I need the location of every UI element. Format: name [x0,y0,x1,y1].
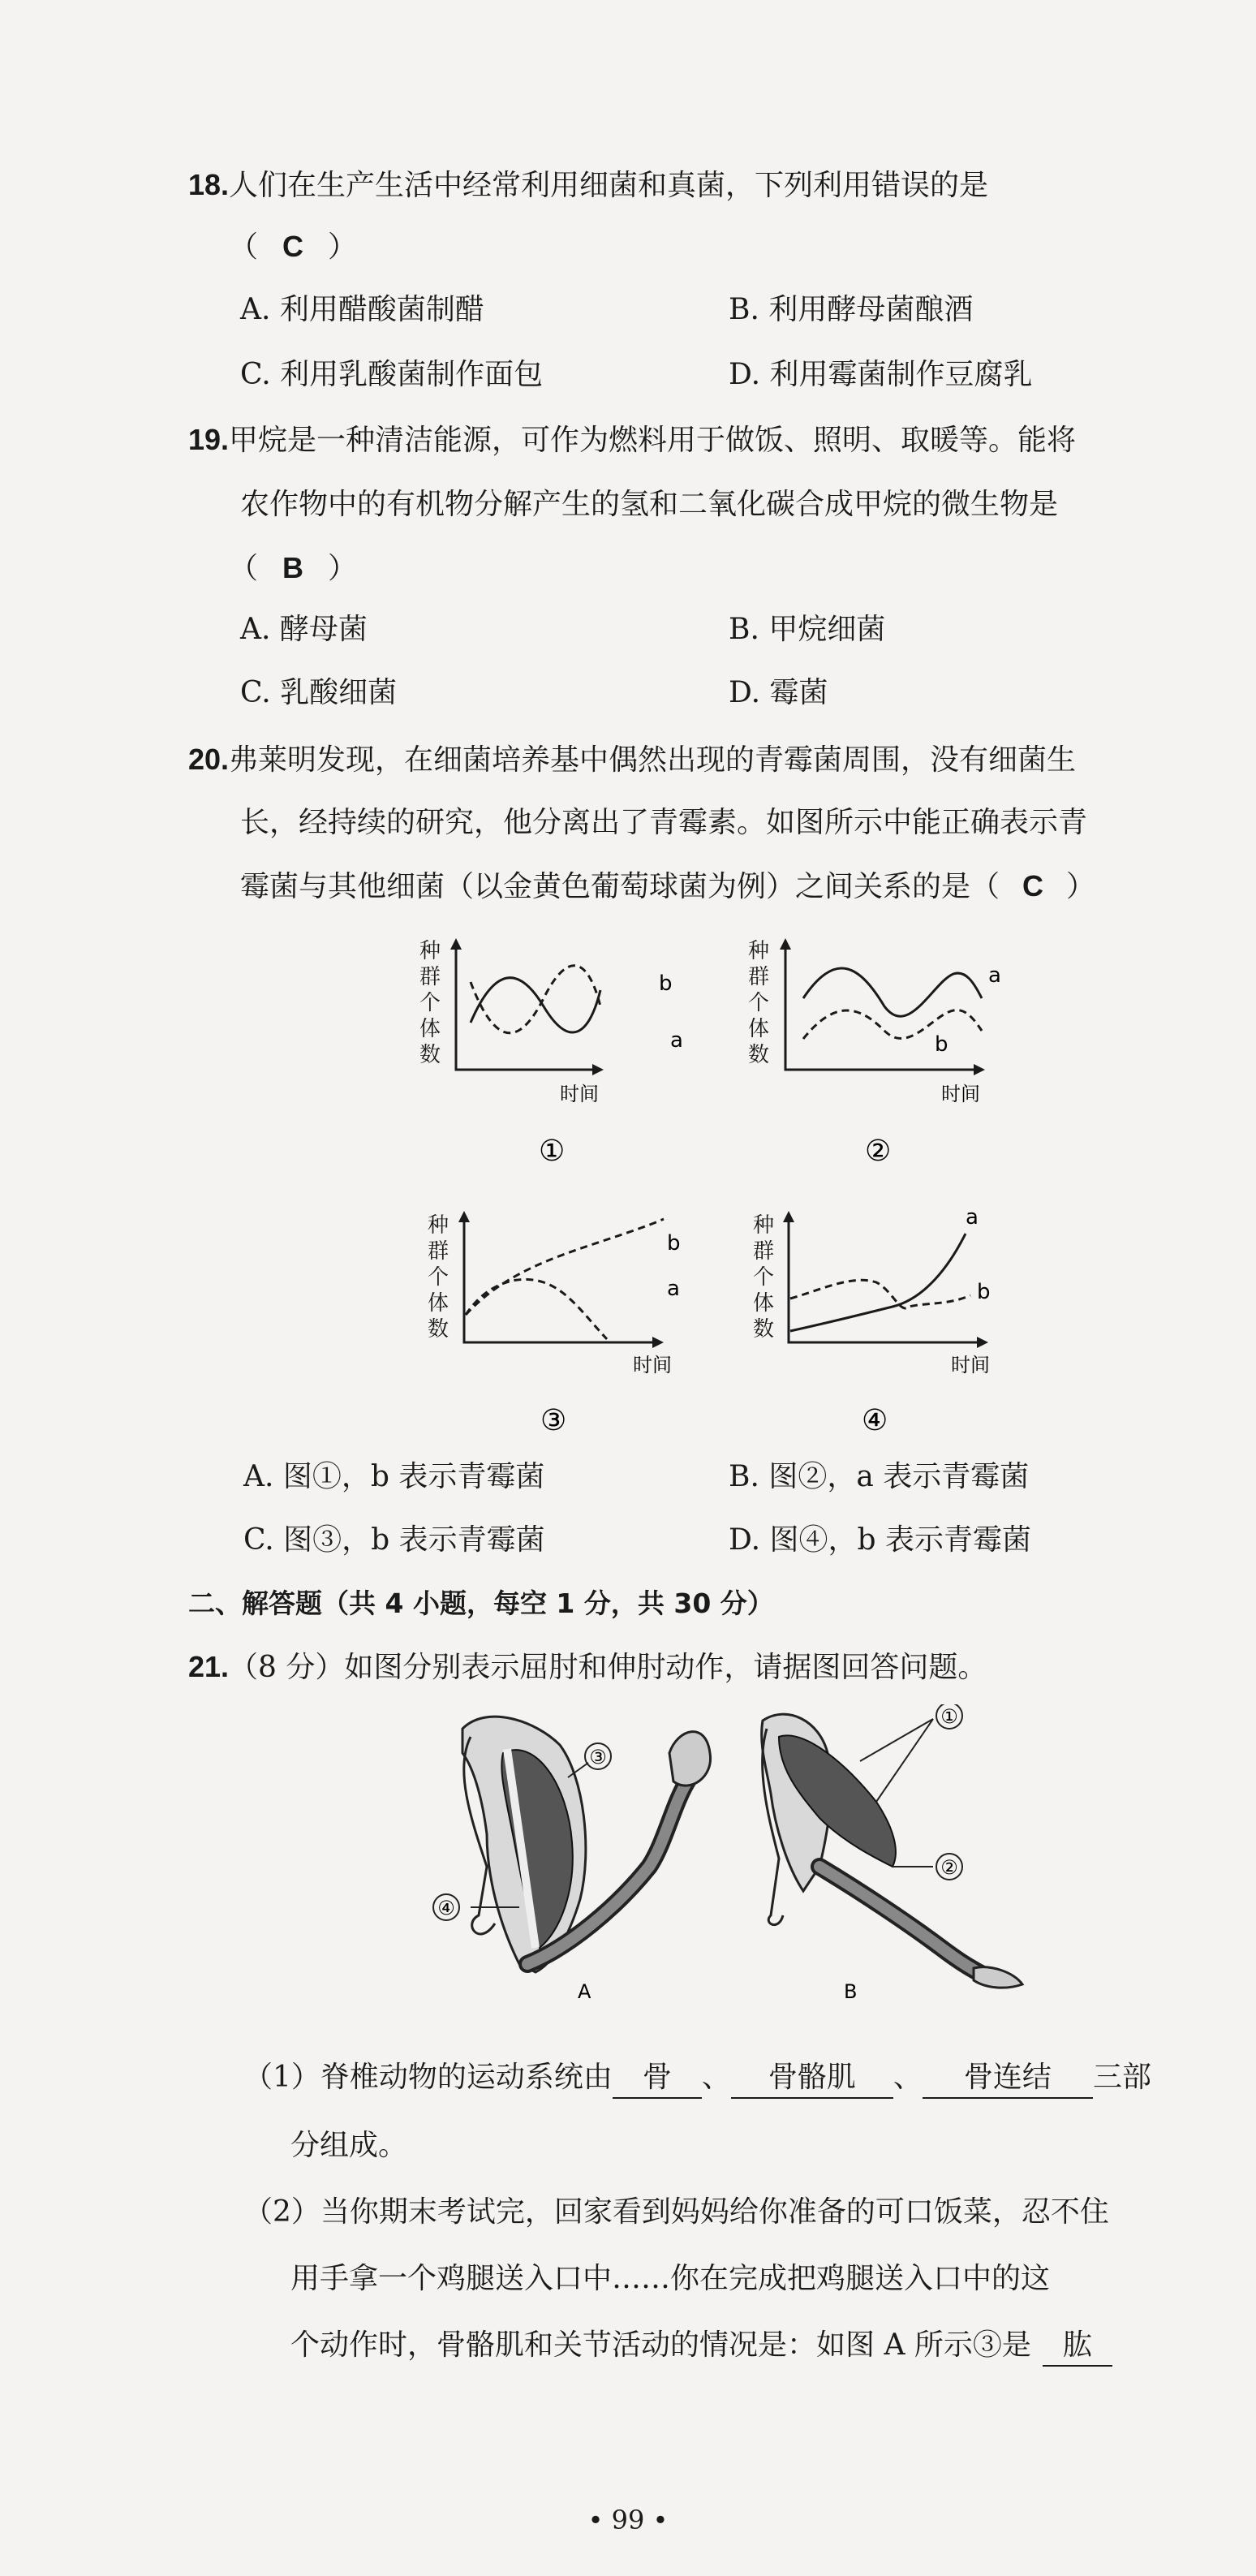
q19-option-a: A. 酵母菌 [240,613,368,646]
x-axis-label: 时间 [560,1083,599,1105]
marker-1: ① [940,1705,958,1728]
y-label-char: 个 [753,1265,775,1290]
x-arrow [977,1337,988,1348]
q18-option-b: B. 利用酵母菌酿酒 [729,293,974,326]
section-note: （共 4 小题，每空 1 分，共 30 分） [322,1587,774,1619]
y-label-char: 个 [748,991,770,1015]
q20-stem-3 [240,867,1095,907]
curve-b [790,1280,970,1308]
separator: 、 [701,2061,731,2094]
section-title: 二、解答题 [188,1587,322,1619]
y-label-char: 种 [753,1213,775,1238]
y-label-char: 体 [748,1017,770,1041]
graph-4 [753,1205,991,1437]
q20-number: 20. [188,743,230,776]
q20-text-3: 霉菌与其他细菌（以金黄色葡萄球菌为例）之间关系的是（ [240,870,1000,903]
series-b-label: b [977,1280,991,1304]
q19-option-c: C. 乳酸细菌 [240,676,398,709]
series-b-label: b [935,1032,948,1057]
y-axis-label [748,939,769,1067]
y-axis-label [419,939,441,1067]
q21-sub2-line2: 用手拿一个鸡腿送入口中……你在完成把鸡腿送入口中的这 [290,2262,1051,2295]
y-axis-label [428,1213,449,1342]
y-label-char: 群 [419,965,441,989]
q18-option-a: A. 利用醋酸菌制醋 [240,293,484,326]
q19-text-1: 甲烷是一种清洁能源，可作为燃料用于做饭、照明、取暖等。能将 [229,424,1077,457]
graph-1 [419,938,683,1168]
x-axis-label: 时间 [633,1354,672,1376]
x-axis-label: 时间 [951,1354,990,1376]
graph-label-2: ② [865,1135,892,1168]
q20-option-a: A. 图①，b 表示青霉菌 [243,1460,545,1493]
q21-text: （8 分）如图分别表示屈肘和伸肘动作，请据图回答问题。 [229,1651,987,1684]
y-label-char: 体 [753,1291,775,1316]
curve-b [471,966,600,1033]
q18-stem [188,166,988,205]
q19-number: 19. [188,423,230,456]
q21-sub2-line1: （2）当你期末考试完，回家看到妈妈给你准备的可口饭菜，忍不住 [243,2195,1109,2229]
curve-b [466,1219,664,1315]
separator: 、 [893,2061,923,2094]
series-a-label: a [966,1205,979,1230]
y-arrow [783,1211,794,1222]
q20-text-1: 弗莱明发现，在细菌培养基中偶然出现的青霉菌周围，没有细菌生 [229,743,1077,777]
graph-label-1: ① [539,1135,566,1168]
y-label-char: 群 [748,965,770,989]
graph-label-3: ③ [540,1404,567,1437]
axes [464,1214,660,1342]
y-label-char: 体 [419,1017,441,1041]
x-arrow [592,1064,604,1075]
axes [789,1214,985,1342]
y-label-char: 体 [428,1291,449,1316]
figure-label-b: B [844,1980,858,2003]
section-2-header [188,1584,774,1623]
marker-4: ④ [437,1897,455,1919]
series-a-label: a [670,1028,683,1053]
arm-figure-b [762,1704,1022,2003]
q19-option-d: D. 霉菌 [729,676,828,709]
y-label-char: 种 [748,939,770,963]
blank-4[interactable]: 肱 [1043,2326,1112,2367]
curve-a [803,968,982,1016]
q21-stem [188,1648,987,1687]
series-a-label: a [667,1277,680,1301]
blank-2[interactable]: 骨骼肌 [731,2058,893,2099]
graph-label-4: ④ [862,1404,888,1437]
leader-1a [860,1719,933,1761]
q19-option-b: B. 甲烷细菌 [729,613,886,646]
arm-figure-a [433,1717,711,2003]
q20-option-b: B. 图②，a 表示青霉菌 [729,1460,1030,1493]
q19-answer: B [282,551,304,584]
q18-answer: C [282,230,304,263]
q21-number: 21. [188,1650,230,1683]
q18-option-d: D. 利用霉菌制作豆腐乳 [729,358,1033,391]
y-label-char: 个 [419,991,441,1015]
marker-3: ③ [589,1746,607,1768]
paren-open: （ [229,230,259,264]
sub1-prefix: （1）脊椎动物的运动系统由 [243,2061,613,2094]
y-arrow [458,1211,470,1222]
q19-stem-1 [188,420,1076,460]
paren-open: （ [229,552,259,585]
graph-3 [428,1211,681,1437]
series-b-label: b [659,971,673,996]
q18-answer-line [229,227,357,267]
hand-a [669,1732,711,1786]
blank-3[interactable]: 骨连结 [923,2058,1093,2099]
x-arrow [974,1064,985,1075]
paren-close: ） [328,552,358,585]
x-arrow [652,1337,664,1348]
page-number: • 99 • [587,2505,669,2535]
marker-2: ② [940,1856,958,1879]
q20-stem-1 [188,740,1076,780]
y-label-char: 种 [419,939,441,963]
q20-option-c: C. 图③，b 表示青霉菌 [243,1523,545,1557]
y-label-char: 数 [428,1317,449,1342]
figure-label-a: A [578,1980,591,2003]
q18-option-c: C. 利用乳酸菌制作面包 [240,358,544,391]
q21-sub1-line1 [243,2058,1151,2099]
hand-b [974,1967,1022,1988]
q19-stem-2: 农作物中的有机物分解产生的氢和二氧化碳合成甲烷的微生物是 [240,488,1059,521]
q20-graphs [0,933,1256,1453]
x-axis-label: 时间 [941,1083,980,1105]
sub2-text-3: 个动作时，骨骼肌和关节活动的情况是：如图 A 所示③是 [290,2328,1031,2362]
y-label-char: 群 [428,1239,449,1264]
forearm-b-inner [819,1867,986,1976]
series-a-label: a [988,963,1001,988]
q21-arm-figure [0,1704,1256,2013]
graph-2 [748,938,1001,1168]
q18-number: 18. [188,168,230,201]
q19-answer-line [229,549,357,588]
q20-option-d: D. 图④，b 表示青霉菌 [729,1523,1031,1557]
sub1-suffix: 三部 [1092,2061,1151,2094]
q20-stem-2: 长，经持续的研究，他分离出了青霉素。如图所示中能正确表示青 [240,806,1088,839]
y-label-char: 数 [748,1043,770,1067]
y-arrow [450,938,462,950]
y-label-char: 数 [419,1043,441,1067]
blank-1[interactable]: 骨 [613,2058,702,2099]
paren-close: ） [328,230,358,264]
q21-sub1-line2: 分组成。 [290,2129,408,2162]
curve-a [471,978,600,1032]
y-label-char: 数 [753,1317,775,1342]
q21-sub2-line3 [290,2326,1112,2367]
q18-text: 人们在生产生活中经常利用细菌和真菌，下列利用错误的是 [229,169,989,202]
y-label-char: 个 [428,1265,449,1290]
y-label-char: 种 [428,1213,449,1238]
q20-answer: C [1022,869,1044,902]
y-axis-label [753,1213,774,1342]
leader-1b [876,1719,933,1802]
series-b-label: b [667,1231,681,1256]
y-arrow [780,938,791,950]
paren-close: ） [1066,870,1096,903]
curve-a [466,1279,607,1339]
y-label-char: 群 [753,1239,775,1264]
